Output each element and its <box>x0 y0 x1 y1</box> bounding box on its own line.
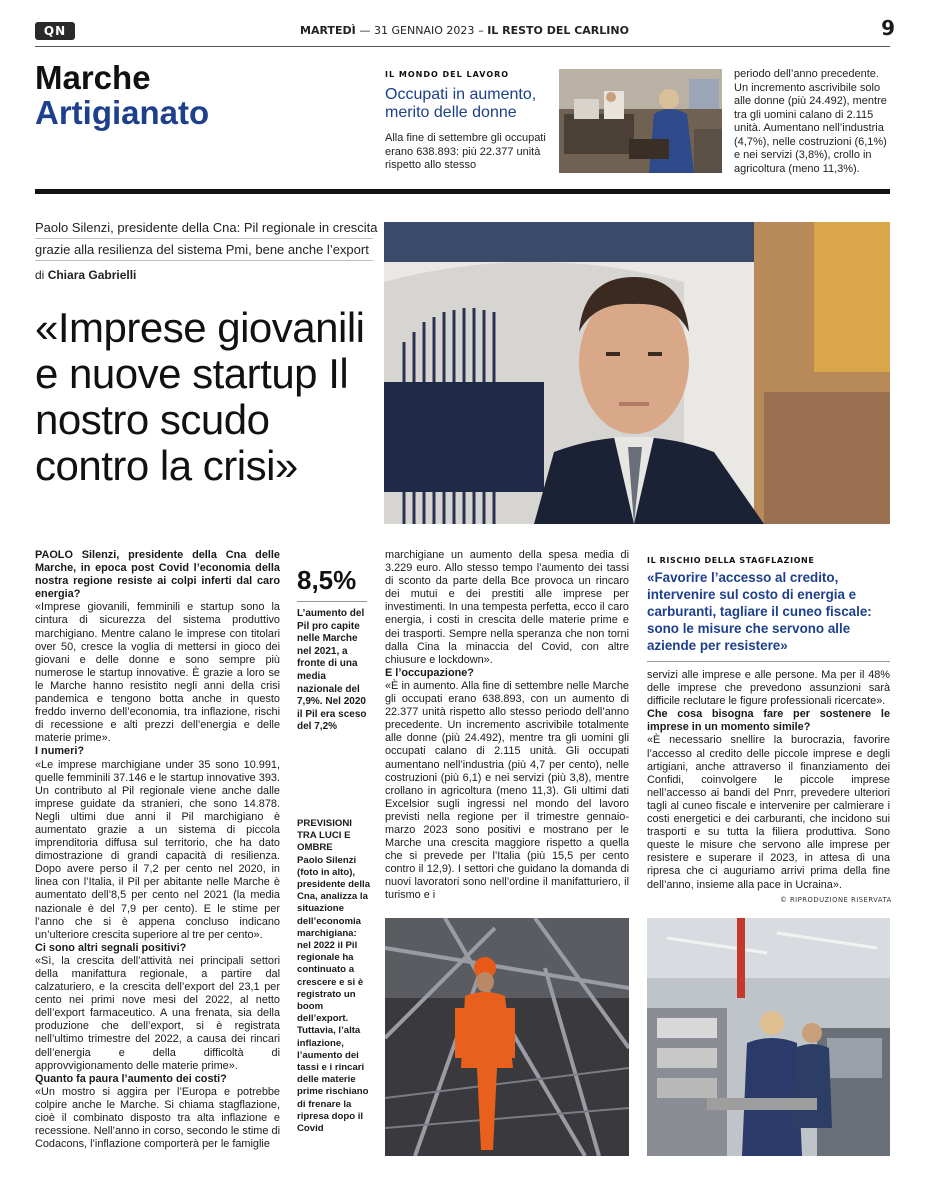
answer-1: «Imprese giovanili, femminili e startup sono la cintura di sicurezza del sistema produttivo marchigiano. Mentre calano le imprese con titolari over 50, cresce la voglia di mettersi in gioco dei giovani e delle donne e sono sempre più numerose le startup innovative. È grazie a loro se le Marche hanno resistito negli anni della crisi pandemica e tengono botta anche in questo freddo inverno dell’economia, tra inflazione, rischi di recessione e alti prezzi dell’energia e delle materie prime». <box>35 601 280 745</box>
worker-photo-orange <box>385 918 629 1156</box>
dateline-newspaper: IL RESTO DEL CARLINO <box>487 24 629 37</box>
article-deck <box>35 218 378 262</box>
box-text-left: Alla fine di settembre gli occupati erano 638.893: più 22.377 unità rispetto allo stesso <box>385 132 546 171</box>
question-4: Quanto fa paura l’aumento dei costi? <box>35 1072 227 1085</box>
article-column-1 <box>35 549 280 1151</box>
caption-text: Paolo Silenzi (foto in alto), presidente della Cna, analizza la situazione dell’economia marchigiana: nel 2022 il Pil regionale ha continuato a crescere e si è registrato un boom dell’export. Tuttavia, l’alta inflazione, l’aumento dei tassi e i rincari delle materie prime rischiano di frenare la ripresa dopo il Covid <box>297 854 371 1135</box>
thick-divider <box>35 189 890 194</box>
dateline-date: 31 GENNAIO 2023 <box>374 24 475 37</box>
intro-question: PAOLO Silenzi, presidente della Cna delle Marche, in epoca post Covid l’economia della nostra regione resiste ai colpi inferti dal caro energia? <box>35 549 280 601</box>
deck-line-2: grazie alla resilienza del sistema Pmi, bene anche l’export <box>35 240 373 261</box>
box-title: Occupati in aumento, merito delle donne <box>385 86 537 121</box>
workers-photo-small <box>559 69 722 173</box>
dateline: MARTEDÌ — 31 GENNAIO 2023 – IL RESTO DEL CARLINO <box>300 24 629 37</box>
section-title-region: Marche <box>35 59 151 96</box>
byline <box>35 268 136 282</box>
top-rule <box>35 46 890 47</box>
pull-quote: «Favorire l’accesso al credito, intervenire sul costo di energia e carburanti, tagliare il cuneo fiscale: sono le misure che servono alle aziende per resistere» <box>647 570 872 653</box>
answer-continued-2: servizi alle imprese e alle persone. Ma per il 48% delle imprese che prevedono assunzioni sarà difficile reclutare le figure professionali ricercate». <box>647 669 890 708</box>
stat-value: 8,5% <box>297 565 357 595</box>
photo-caption <box>297 818 372 1135</box>
dateline-day: MARTEDÌ <box>300 24 356 37</box>
portrait-illustration <box>384 222 890 524</box>
answer-continued: marchigiane un aumento della spesa media di 3.229 euro. Allo stesso tempo l’aumento dei tassi di sconto da parte della Bce provoca un rincaro dei mutui e dei prestiti alle imprese per investimenti. In una tempesta perfetta, ecco il caro energia, i costi in crescita delle materie prime e dei trasporti. Sempre nella speranza che non torni dalla Cina la minaccia del Covid, con altre chiusure e lockdown». <box>385 549 629 666</box>
answer-final: «È necessario snellire la burocrazia, favorire l’accesso al credito delle piccole imprese e degli artigiani, anche attraverso il finanziamento dei Confidi, coinvolgere le piccole imprese nell’accesso ai bandi del Pnrr, prevedere ulteriori tagli al cuneo fiscale e intervenire per calmierare i costi energetici e dei carburanti, che incidono sui trasporti e su tutta la filiera produttiva. Sono queste le misure che servono alle imprese per resistere e superare il 2023, in attesa di una ripresa che ci auguriamo arrivi prima della fine dell’anno, insieme alla pace in Ucraina». <box>647 734 890 891</box>
section-title-topic: Artigianato <box>35 94 210 131</box>
answer-4: «Un mostro si aggira per l’Europa e potrebbe colpire anche le Marche. Si chiama stagflazione, cioè il combinato disposto tra alta inflazione e recessione. Nell’anno in corso, secondo le stime di Codacons, l’inflazione comporterà per le famiglie <box>35 1085 280 1151</box>
question-2: I numeri? <box>35 745 85 758</box>
quote-rule <box>647 661 890 662</box>
workshop-illustration <box>647 918 890 1156</box>
stat-box <box>297 565 370 734</box>
qn-logo: QN <box>35 22 75 40</box>
byline-author: Chiara Gabrielli <box>47 268 137 282</box>
copyright-notice: © RIPRODUZIONE RISERVATA <box>780 896 892 904</box>
box-kicker: IL MONDO DEL LAVORO <box>385 70 510 79</box>
quote-kicker: IL RISCHIO DELLA STAGFLAZIONE <box>647 556 815 565</box>
deck-line-1: Paolo Silenzi, presidente della Cna: Pil regionale in crescita <box>35 218 373 239</box>
portrait-photo <box>384 222 890 524</box>
answer-3: «Sì, la crescita dell’attività nei principali settori della manifattura regionale, a partire dal calzaturiero, e la crescita dell’export del 23,1 per cento nei primi nove mesi del 2022, al netto dell’export farmaceutico. A una frenata, sia della produzione che dell’export, si è registrata nell’ultimo trimestre del 2022, a causa dei rincari dell’energia e della difficoltà di approvvigionamento delle materie prime». <box>35 954 280 1072</box>
stat-text: L’aumento del Pil pro capite nelle Marche nel 2021, a fronte di una media nazionale del 7,9%. Nel 2020 il Pil era sceso del 7,2% <box>297 608 367 733</box>
stat-rule <box>297 601 367 602</box>
workshop-photo <box>647 918 890 1156</box>
industrial-worker-illustration <box>385 918 629 1156</box>
answer-2: «Le imprese marchigiane under 35 sono 10.991, quelle femminili 37.146 e le startup innovative 393. Un contributo al Pil regionale viene anche dalle imprese guidate da stranieri, che sono 14.878. Negli ultimi due anni il Pil marchigiano è aumentato grazie a un sistema di piccola imprenditoria diffusa sul territorio, che ha dato dimostrazione di grandi capacità di resilienza. Dopo avere perso il 7,2 per cento nel 2020, in linea con l’Italia, il Pil per abitante nelle Marche è aumentato dell’8,5 per cento nel 2021 (la media nazionale è del 7,9 per cento). E le stime per l’anno che si è appena concluso indicano un’ulteriore crescita superiore al tre per cento». <box>35 758 280 941</box>
article-column-3 <box>385 549 629 903</box>
byline-prefix: di <box>35 268 45 282</box>
box-text-right: periodo dell’anno precedente. Un incremento ascrivibile solo alle donne (più 24.492), mentre tra gli uomini calano di 2.115 unità. Aumentano nell’industria (4,7%), nelle costruzioni (6,1%) e nei servizi (3,8%), crollo in agricoltura (meno 11,3%). <box>734 68 887 175</box>
question-3: Ci sono altri segnali positivi? <box>35 941 187 954</box>
factory-workers-illustration <box>559 69 722 173</box>
page-number: 9 <box>881 16 895 40</box>
article-column-4 <box>647 669 890 892</box>
article-headline: «Imprese giovanili e nuove startup Il nostro scudo contro la crisi» <box>35 304 365 489</box>
caption-title: PREVISIONI TRA LUCI E OMBRE <box>297 818 352 854</box>
question-final: Che cosa bisogna fare per sostenere le imprese in un momento simile? <box>647 708 890 734</box>
answer-occupazione: «È in aumento. Alla fine di settembre nelle Marche gli occupati erano 638.893, con un aumento di 22.377 unità rispetto allo stesso periodo dell’anno precedente. Un incremento ascrivibile totalmente alle donne (più 24.492), mentre tra gli uomini gli occupati calano di 2.115 unità. Gli occupati aumentano nell’industria (più 4,7 per cento), nelle costruzioni (più 6,1) e nei servizi (più 3,8), mentre crollano in agricoltura (meno 11,3). Gli ultimi dati Excelsior sugli ingressi nel mondo del lavoro previsti nella regione per il trimestre gennaio-marzo 2023 sono positivi e mostrano per le Marche una crescita maggiore rispetto a quella che si prevede per l’Italia (più 15,5 per cento contro il 12,9). I settori che guidano la domanda di nuovi lavoratori sono nell’ordine il manifatturiero, il turismo e i <box>385 679 629 902</box>
question-occupazione: E l’occupazione? <box>385 666 474 679</box>
